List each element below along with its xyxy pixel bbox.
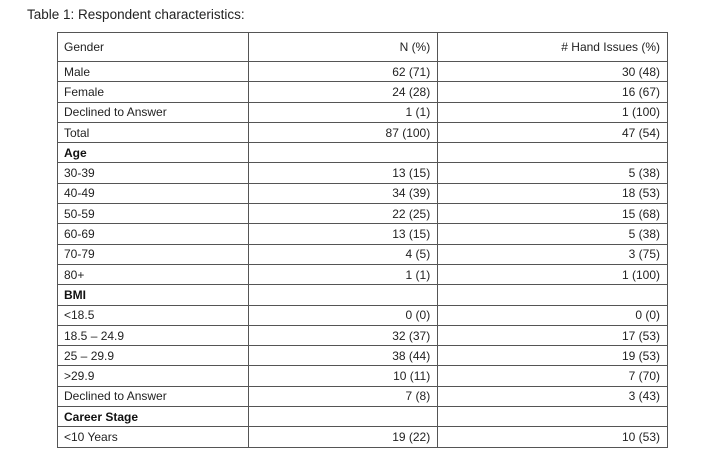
n-percent-cell: 87 (100) — [248, 122, 438, 142]
table-row — [58, 163, 668, 183]
n-percent-cell: 19 (22) — [248, 427, 438, 447]
table-row — [58, 427, 668, 447]
table-row — [58, 305, 668, 325]
header-gender: Gender — [58, 33, 249, 62]
header-n-percent: N (%) — [248, 33, 438, 62]
hand-issues-cell: 7 (70) — [438, 366, 668, 386]
table-row — [58, 183, 668, 203]
n-percent-cell: 4 (5) — [248, 244, 438, 264]
row-label-cell: <10 Years — [58, 427, 249, 447]
hand-issues-cell: 5 (38) — [438, 163, 668, 183]
row-label-cell: Declined to Answer — [58, 386, 249, 406]
row-label-cell: 50-59 — [58, 204, 249, 224]
table-row — [58, 224, 668, 244]
hand-issues-cell: 1 (100) — [438, 264, 668, 284]
hand-issues-cell: 47 (54) — [438, 122, 668, 142]
n-percent-cell: 62 (71) — [248, 62, 438, 82]
row-label-cell: BMI — [58, 285, 249, 305]
hand-issues-cell: 15 (68) — [438, 204, 668, 224]
table-row — [58, 102, 668, 122]
n-percent-cell: 13 (15) — [248, 163, 438, 183]
n-percent-cell: 0 (0) — [248, 305, 438, 325]
n-percent-cell: 32 (37) — [248, 325, 438, 345]
row-label-cell: 70-79 — [58, 244, 249, 264]
table-row — [58, 386, 668, 406]
hand-issues-cell — [438, 285, 668, 305]
caption-label: Table 1: — [27, 7, 75, 22]
table-row — [58, 82, 668, 102]
n-percent-cell: 24 (28) — [248, 82, 438, 102]
row-label-cell: 18.5 – 24.9 — [58, 325, 249, 345]
table-row — [58, 346, 668, 366]
row-label-cell: Career Stage — [58, 407, 249, 427]
hand-issues-cell — [438, 143, 668, 163]
row-label-cell: Age — [58, 143, 249, 163]
row-label-cell: 30-39 — [58, 163, 249, 183]
row-label-cell: Female — [58, 82, 249, 102]
table-row — [58, 122, 668, 142]
row-label-cell: Declined to Answer — [58, 102, 249, 122]
hand-issues-cell: 3 (75) — [438, 244, 668, 264]
n-percent-cell — [248, 407, 438, 427]
hand-issues-cell: 3 (43) — [438, 386, 668, 406]
n-percent-cell: 34 (39) — [248, 183, 438, 203]
n-percent-cell: 13 (15) — [248, 224, 438, 244]
hand-issues-cell: 1 (100) — [438, 102, 668, 122]
row-label-cell: <18.5 — [58, 305, 249, 325]
table-row — [58, 366, 668, 386]
row-label-cell: 25 – 29.9 — [58, 346, 249, 366]
table-body — [58, 62, 668, 448]
table-caption — [27, 7, 245, 22]
hand-issues-cell: 17 (53) — [438, 325, 668, 345]
table-row — [58, 244, 668, 264]
hand-issues-cell: 10 (53) — [438, 427, 668, 447]
hand-issues-cell: 5 (38) — [438, 224, 668, 244]
n-percent-cell: 7 (8) — [248, 386, 438, 406]
section-header-row — [58, 285, 668, 305]
table-row — [58, 264, 668, 284]
hand-issues-cell: 16 (67) — [438, 82, 668, 102]
hand-issues-cell: 30 (48) — [438, 62, 668, 82]
hand-issues-cell — [438, 407, 668, 427]
header-hand-issues: # Hand Issues (%) — [438, 33, 668, 62]
row-label-cell: 40-49 — [58, 183, 249, 203]
n-percent-cell: 1 (1) — [248, 264, 438, 284]
table-header-row — [58, 33, 668, 62]
n-percent-cell: 38 (44) — [248, 346, 438, 366]
table-row — [58, 325, 668, 345]
table-row — [58, 204, 668, 224]
row-label-cell: 60-69 — [58, 224, 249, 244]
row-label-cell: >29.9 — [58, 366, 249, 386]
n-percent-cell: 1 (1) — [248, 102, 438, 122]
n-percent-cell — [248, 285, 438, 305]
row-label-cell: Total — [58, 122, 249, 142]
n-percent-cell: 10 (11) — [248, 366, 438, 386]
n-percent-cell: 22 (25) — [248, 204, 438, 224]
respondent-table — [57, 32, 668, 448]
caption-text: Respondent characteristics: — [74, 7, 245, 22]
hand-issues-cell: 19 (53) — [438, 346, 668, 366]
hand-issues-cell: 0 (0) — [438, 305, 668, 325]
row-label-cell: Male — [58, 62, 249, 82]
section-header-row — [58, 407, 668, 427]
table-row — [58, 62, 668, 82]
section-header-row — [58, 143, 668, 163]
n-percent-cell — [248, 143, 438, 163]
row-label-cell: 80+ — [58, 264, 249, 284]
hand-issues-cell: 18 (53) — [438, 183, 668, 203]
